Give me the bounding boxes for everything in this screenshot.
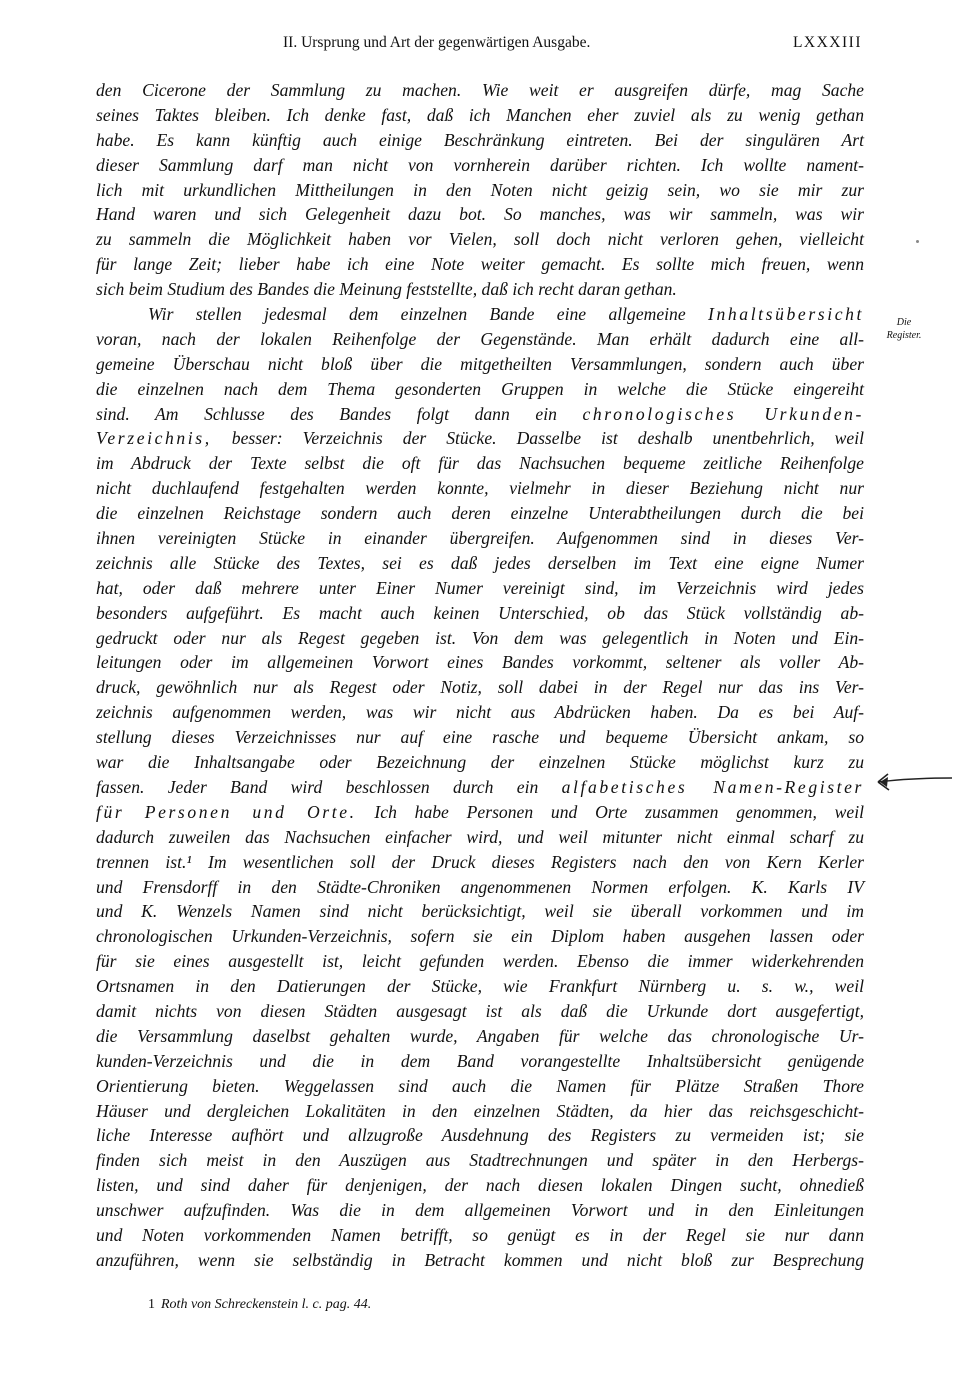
text-segment: sind. Am Schlusse des Bandes folgt dann ein (96, 403, 557, 424)
text-line (96, 800, 864, 825)
text-line (96, 402, 864, 427)
footnote (148, 1297, 371, 1313)
text-line: für lange Zeit; lieber habe ich eine Note weiter gemacht. Es sollte mich freuen, wenn (96, 254, 864, 275)
footnote-marker: 1 (148, 1297, 155, 1312)
text-line: war die Inhaltsangabe oder Bezeichnung der einzelnen Stücke möglichst kurz zu (96, 752, 864, 773)
text-line: kunden-Verzeichnis und die in dem Band vorangestellte Inhaltsübersicht genügende (96, 1050, 864, 1071)
text-line: anzuführen, wenn sie selbständig in Betracht kommen und nicht bloß zur Besprechung (96, 1249, 864, 1270)
running-title: II. Ursprung und Art der gegenwärtigen Ausgabe. (283, 34, 591, 51)
text-line: und Frensdorff in den Städte-Chroniken angenommenen Normen erfolgen. K. Karls IV (96, 876, 864, 897)
text-line: druck, gewöhnlich nur als Regest oder Notiz, soll dabei in der Regel nur das ins Ver- (96, 677, 864, 698)
text-line: zeichnis alle Stücke des Textes, sei es daß jedes derselben im Text eine eigne Numer (96, 552, 864, 573)
text-line: gedruckt oder nur als Regest gegeben ist. Von dem was gelegentlich in Noten und Ein- (96, 627, 864, 648)
text-line: stellung dieses Verzeichnisses nur auf eine rasche und bequeme Übersicht ankam, so (96, 727, 864, 748)
text-line: dadurch zuweilen das Nachsuchen einfacher wird, und weil mitunter nicht einmal scharf zu (96, 826, 864, 847)
margin-note-line: Die (896, 317, 912, 328)
text-segment: besser: Verzeichnis der Stücke. Dasselbe ist deshalb unentbehrlich, weil (231, 428, 864, 449)
page-number: LXXXIII (792, 34, 862, 51)
text-line: dieser Sammlung darf man nicht von vornherein darüber richten. Ich wollte nament- (96, 154, 864, 175)
margin-note-line: Register. (886, 330, 922, 341)
text-line: und Noten vorkommenden Namen betrifft, so genügt es in der Regel sie nur dann (96, 1224, 864, 1245)
text-line: gemeine Überschau nicht bloß über die mitgetheilten Versammlungen, sondern auch über (96, 353, 864, 374)
text-line: lich mit urkundlichen Mittheilungen in den Noten nicht geizig sein, wo sie mir zur (96, 179, 864, 200)
text-segment: Wir stellen jedesmal dem einzelnen Bande eine allgemeine (148, 304, 686, 325)
spaced-term-inhaltsuebersicht: Inhaltsübersicht (708, 304, 864, 325)
text-line: ihnen vereinigten Stücke in einander übergreifen. Aufgenommen sind in dieses Ver- (96, 528, 864, 549)
text-line-paragraph-start (96, 302, 864, 327)
paper-speck (916, 240, 919, 243)
main-text (96, 78, 864, 1273)
text-line: seines Taktes bleiben. Ich denke fast, daß ich Manchen eher zuviel als zu wenig gethan (96, 104, 864, 125)
text-line: die Versammlung daselbst gehalten wurde, Angaben für welche das chronologische Ur- (96, 1025, 864, 1046)
text-line: Hand waren und sich Gelegenheit dazu bot. So manches, was wir sammeln, was wir (96, 204, 864, 225)
text-line: voran, nach der lokalen Reihenfolge der Gegenstände. Man erhält dadurch eine all- (96, 328, 864, 349)
text-line: damit nichts von diesen Städten ausgesagt ist als daß die Urkunde dort ausgefertigt, (96, 1000, 864, 1021)
text-line: Orientierung bieten. Weggelassen sind auch die Namen für Plätze Straßen Thore (96, 1075, 864, 1096)
text-line: trennen ist.¹ Im wesentlichen soll der Druck dieses Registers nach den von Kern Kerler (96, 851, 864, 872)
text-line: hat, oder daß mehrere unter Einer Numer vereinigt sind, im Verzeichnis wird jedes (96, 577, 864, 598)
margin-note (874, 316, 934, 342)
text-line: sich beim Studium des Bandes die Meinung feststellte, daß ich recht daran gethan. (96, 279, 677, 300)
text-line: den Cicerone der Sammlung zu machen. Wie weit er ausgreifen dürfe, mag Sache (96, 80, 864, 100)
text-line: nicht duchlaufend festgehalten werden konnte, vielmehr in dieser Beziehung nicht nur (96, 478, 864, 499)
spaced-term-verzeichnis: Verzeichnis, (96, 428, 212, 449)
text-line: listen, und sind daher für denjenigen, der nach diesen lokalen Dingen sucht, ohnedieß (96, 1175, 864, 1196)
running-header (96, 34, 862, 60)
text-line: habe. Es kann künftig auch einige Beschränkung eintreten. Bei der singulären Art (96, 129, 864, 150)
text-line (96, 775, 864, 800)
text-line (96, 426, 864, 451)
text-line: zeichnis aufgenommen werden, was wir nicht aus Abdrücken haben. Da es bei Auf- (96, 702, 864, 723)
footnote-text: Roth von Schreckenstein l. c. pag. 44. (161, 1297, 372, 1312)
text-line: liche Interesse aufhört und allzugroße Ausdehnung des Registers zu vermeiden ist; sie (96, 1125, 864, 1146)
text-line: die einzelnen nach dem Thema gesonderten Gruppen in welche die Stücke eingereiht (96, 378, 864, 399)
text-line: leitungen oder im allgemeinen Vorwort eines Bandes vorkommt, seltener als voller Ab- (96, 652, 864, 673)
text-line: zu sammeln die Möglichkeit haben vor Vielen, soll doch nicht verloren gehen, vielleicht (96, 229, 864, 250)
text-line: Häuser und dergleichen Lokalitäten in den einzelnen Städten, da hier das reichsgeschicht- (96, 1100, 864, 1121)
text-line: besonders aufgeführt. Es macht auch keinen Unterschied, ob das Stück vollständig ab- (96, 602, 864, 623)
text-line: finden sich meist in den Auszügen aus Stadtrechnungen und später in den Herbergs- (96, 1150, 864, 1171)
text-line: für sie eines ausgestellt ist, leicht gefunden werden. Ebenso die immer widerkehrenden (96, 951, 864, 972)
spaced-term-namen-register: alfabetisches Namen-Register (561, 776, 864, 797)
handwritten-arrow-icon (872, 768, 954, 794)
text-segment: fassen. Jeder Band wird beschlossen durch ein (96, 776, 539, 797)
spaced-term-urkunden: chronologisches Urkunden- (582, 403, 864, 424)
text-line: und K. Wenzels Namen sind nicht berücksichtigt, weil sie überall vorkommen und im (96, 901, 864, 922)
text-segment: Ich habe Personen und Orte zusammen genommen, weil (374, 801, 864, 822)
text-line: unschwer aufzufinden. Was die in dem allgemeinen Vorwort und in den Einleitungen (96, 1200, 864, 1221)
text-line: im Abdruck der Texte selbst die oft für das Nachsuchen bequeme zeitliche Reihenfolge (96, 453, 864, 474)
text-line: chronologischen Urkunden-Verzeichnis, sofern sie ein Diplom haben ausgehen lassen oder (96, 926, 864, 947)
spaced-term-personen-orte: für Personen und Orte. (96, 801, 357, 822)
text-line: die einzelnen Reichstage sondern auch deren einzelne Unterabtheilungen durch die bei (96, 503, 864, 524)
text-line: Ortsnamen in den Datierungen der Stücke, wie Frankfurt Nürnberg u. s. w., weil (96, 976, 864, 997)
